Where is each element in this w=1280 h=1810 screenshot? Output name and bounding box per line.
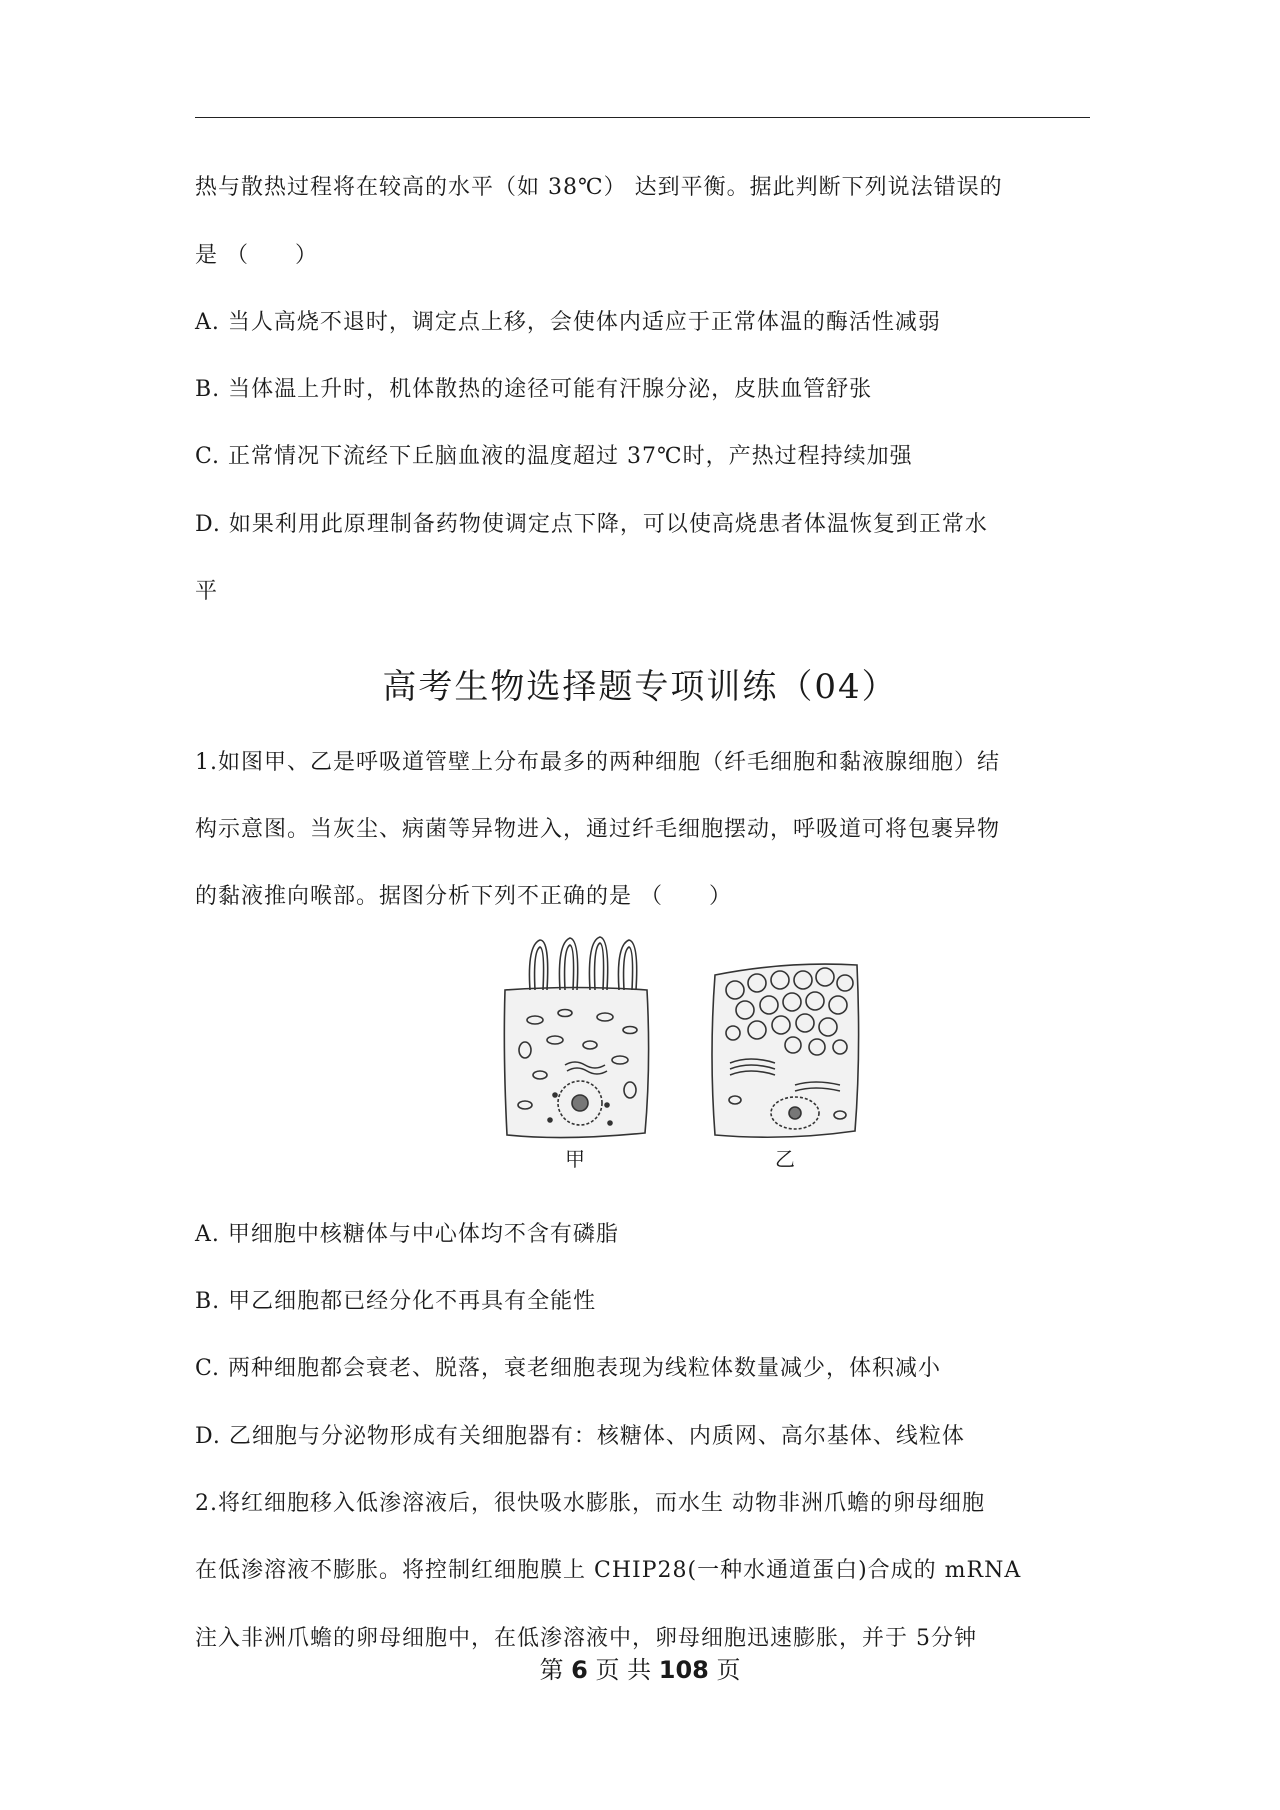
q1-option-b: B. 甲乙细胞都已经分化不再具有全能性 [195,1289,597,1314]
page-number: 6 [571,1656,588,1684]
q1-option-d: D. 乙细胞与分泌物形成有关细胞器有：核糖体、内质网、高尔基体、线粒体 [195,1424,965,1449]
question-text-line: 是 （ ） [195,243,318,268]
section-title: 高考生物选择题专项训练（04） [382,667,898,707]
option-d: D. 如果利用此原理制备药物使调定点下降，可以使高烧患者体温恢复到正常水 [195,512,988,537]
option-b: B. 当体温上升时，机体散热的途径可能有汗腺分泌，皮肤血管舒张 [195,377,873,402]
cell-jia [504,937,648,1138]
figure-label-yi: 乙 [775,1147,795,1171]
q1-text-line: 构示意图。当灰尘、病菌等异物进入，通过纤毛细胞摆动，呼吸道可将包裹异物 [195,817,1001,842]
figure-label-jia: 甲 [565,1147,585,1171]
question-text-line: 热与散热过程将在较高的水平（如 38℃） 达到平衡。据此判断下列说法错误的 [195,175,1003,200]
page-footer [0,1655,1280,1685]
q2-text-line: 2.将红细胞移入低渗溶液后，很快吸水膨胀，而水生 动物非洲爪蟾的卵母细胞 [195,1491,985,1516]
q2-text-line: 在低渗溶液不膨胀。将控制红细胞膜上 CHIP28(一种水通道蛋白)合成的 mRNA [195,1558,1022,1583]
option-a: A. 当人高烧不退时，调定点上移，会使体内适应于正常体温的酶活性减弱 [195,310,941,335]
q1-option-c: C. 两种细胞都会衰老、脱落，衰老细胞表现为线粒体数量减少，体积减小 [195,1356,942,1381]
footer-prefix: 第 [539,1656,564,1684]
header-rule [195,117,1090,118]
cell-yi [712,964,859,1137]
option-d-continuation: 平 [195,579,219,604]
q2-text-line: 注入非洲爪蟾的卵母细胞中，在低渗溶液中，卵母细胞迅速膨胀，并于 5分钟 [195,1626,977,1651]
cell-diagram [495,935,875,1175]
q1-text-line: 1.如图甲、乙是呼吸道管壁上分布最多的两种细胞（纤毛细胞和黏液腺细胞）结 [195,750,1000,775]
option-c: C. 正常情况下流经下丘脑血液的温度超过 37℃时，产热过程持续加强 [195,444,913,469]
cell-figure [495,935,875,1175]
total-pages: 108 [658,1656,709,1684]
footer-middle: 页 共 [595,1656,652,1684]
q1-text-line: 的黏液推向喉部。据图分析下列不正确的是 （ ） [195,884,732,909]
q1-option-a: A. 甲细胞中核糖体与中心体均不含有磷脂 [195,1222,619,1247]
footer-suffix: 页 [716,1656,741,1684]
